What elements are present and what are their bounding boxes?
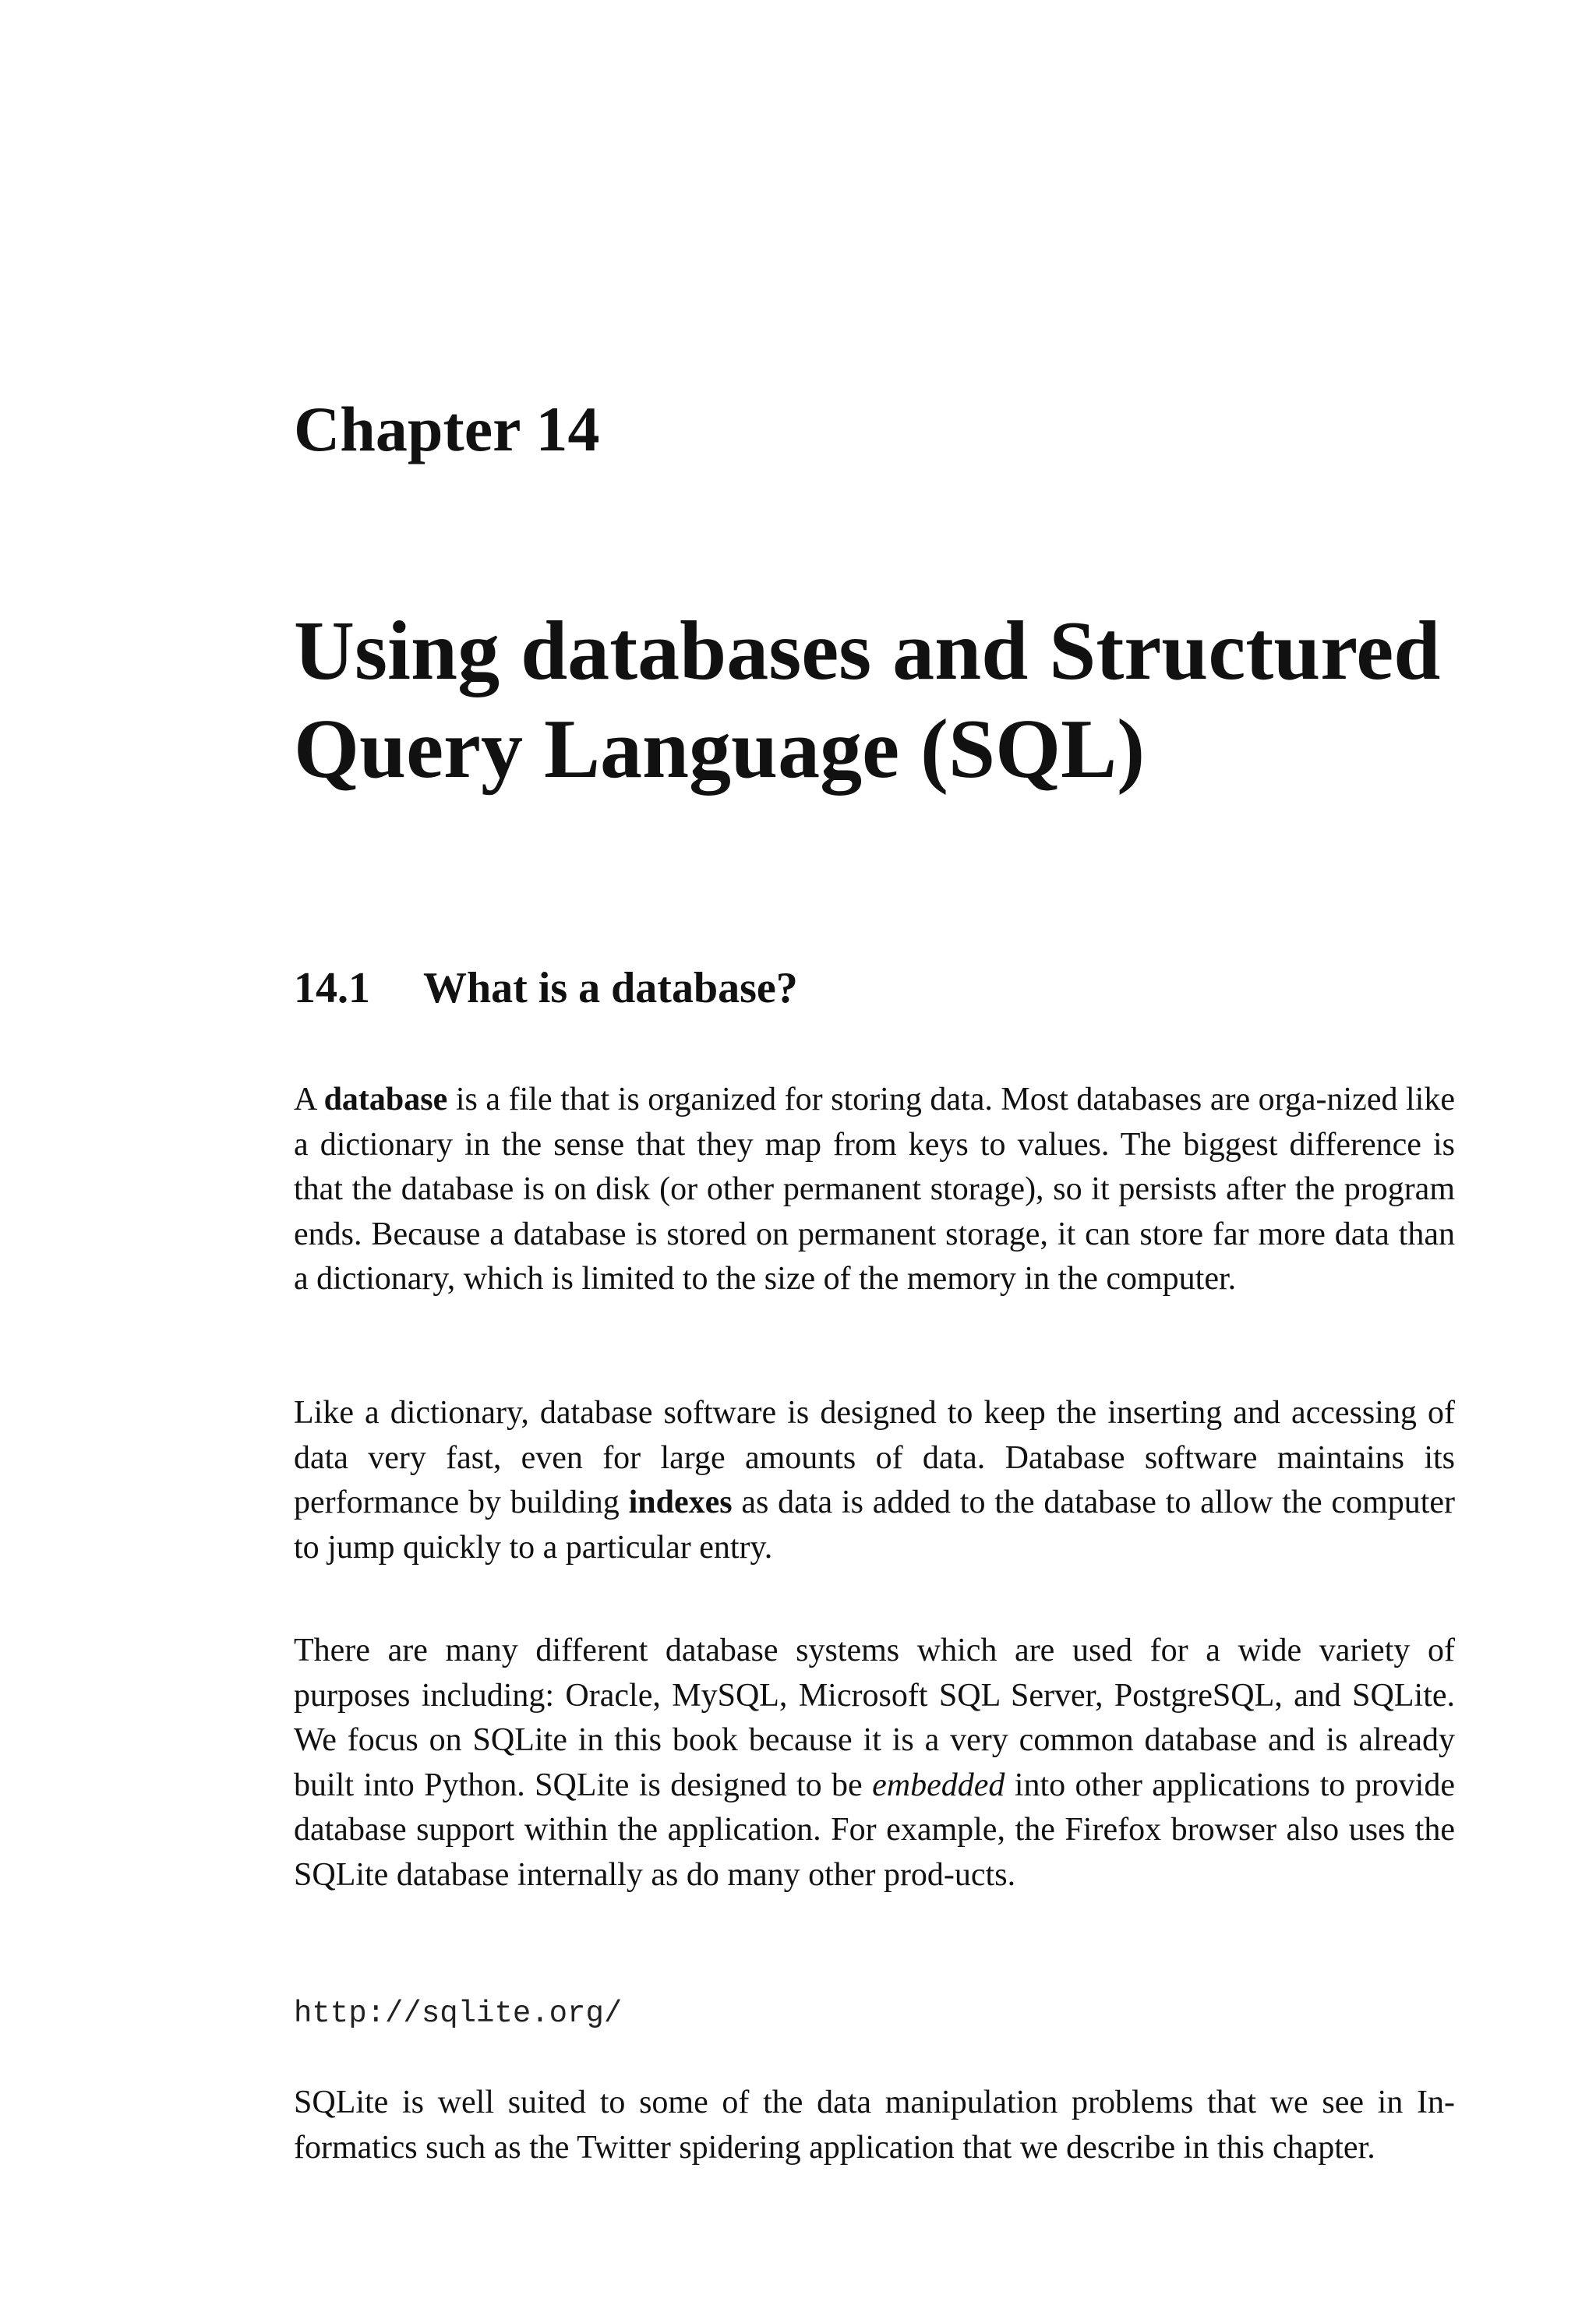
paragraph-4: SQLite is well suited to some of the data manipulation problems that we see in In-formatics such as the Twitter spidering application that we describe in this chapter. [294,2085,1455,2166]
chapter-label: Chapter 14 [294,394,600,464]
paragraph-1-text-b: is a file that is organized for storing data. Most databases are orga-nized like a dictionary in the sense that they map from keys to values. The biggest difference is that the database is on disk (or other permanent storage), so it persists after the program ends. Because a database is stored on permanent storage, it can store far more data than a dictionary, which is limited to the size of the memory in the computer. [294,1082,1455,1297]
chapter-title-line-1: Using databases and Structured [294,605,1441,697]
section-title: What is a database? [423,964,798,1012]
paragraph-3 [294,1629,1455,1898]
term-database: database [323,1082,448,1117]
term-indexes: indexes [628,1485,733,1520]
section-number: 14.1 [294,964,370,1012]
paragraph-1 [294,1078,1455,1302]
paragraph-2-text-b: as data is added to the database to allow the computer to jump quickly to a particular entry. [294,1485,1455,1566]
sqlite-url: http://sqlite.org/ [294,1997,623,2031]
section-heading [294,966,798,1010]
chapter-title-line-2: Query Language (SQL) [294,703,1146,796]
paragraph-2-text-a: Like a dictionary, database software is designed to keep the inserting and accessing of data very fast, even for large amounts of data. Database software maintains its performance by building [294,1395,1455,1520]
paragraph-3-text-a: There are many different database systems which are used for a wide variety of purposes including: Oracle, MySQL, Microsoft SQL Server, PostgreSQL, and SQLite. We focus on SQLite in this book because it is a very common database and is already built into Python. SQLite is designed to be [294,1633,1455,1803]
paragraph-1-text-a: A [294,1082,324,1117]
paragraph-2 [294,1391,1455,1570]
chapter-title [294,602,1478,799]
emphasis-embedded: embedded [872,1767,1005,1803]
paragraph-3-text-b: into other applications to provide database support within the application. For example, the Firefox browser also uses the SQLite database internally as do many other prod-ucts. [294,1767,1455,1893]
